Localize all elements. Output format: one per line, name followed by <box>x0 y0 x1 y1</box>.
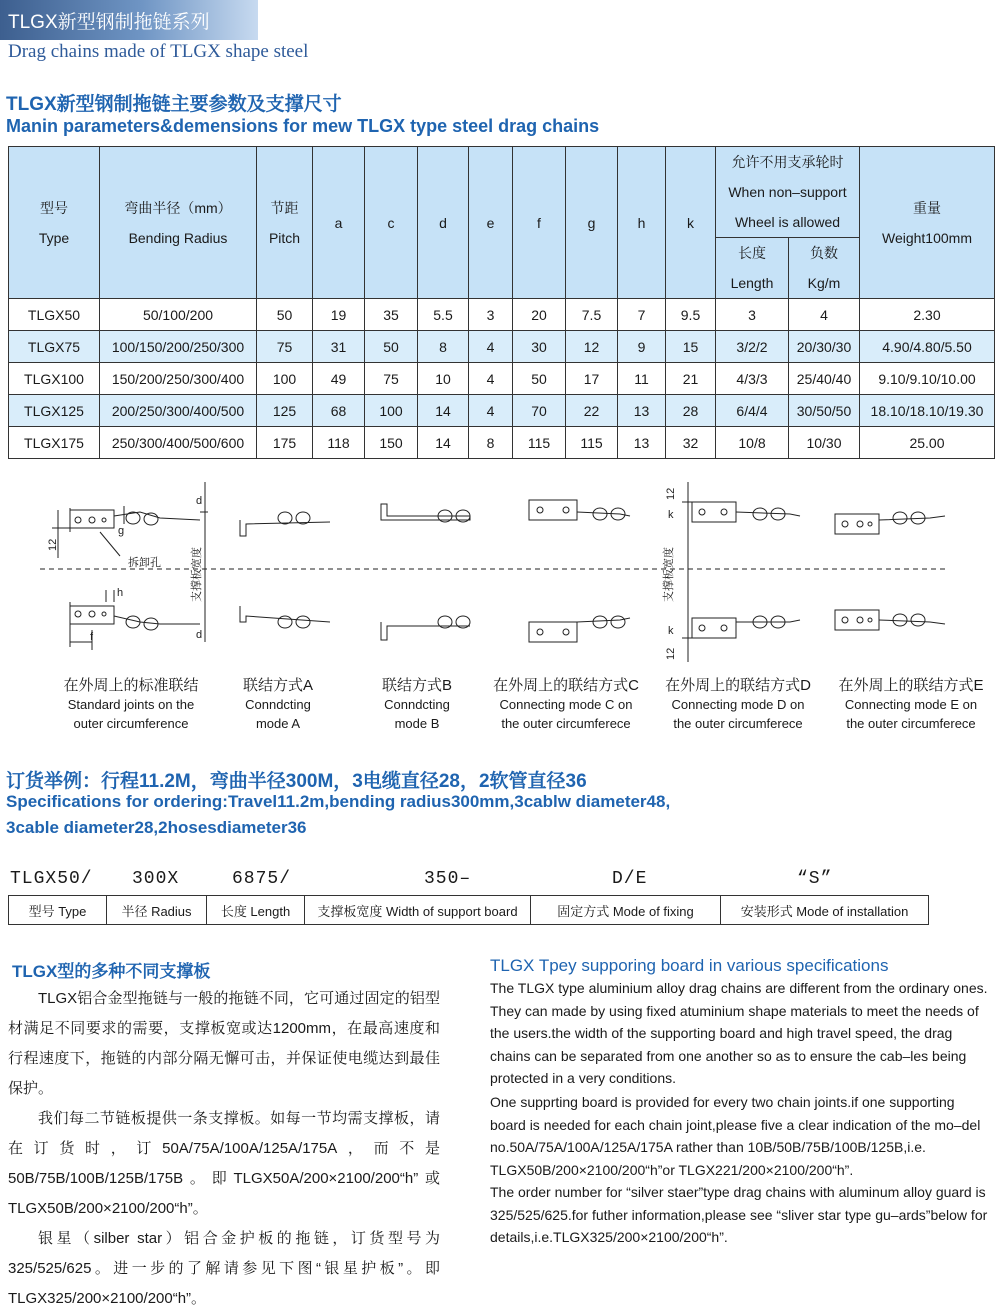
table-cell: 70 <box>513 395 566 427</box>
fig-mode-e <box>835 512 945 630</box>
header-c: c <box>365 147 418 299</box>
table-cell: TLGX100 <box>9 363 100 395</box>
dim-g: g <box>118 525 125 537</box>
ordering-title-en-line1: Specifications for ordering:Travel11.2m,bending radius300mm,3cablw diameter48, <box>6 792 671 811</box>
order-code-radius: 300X <box>132 869 180 889</box>
order-code-length: 6875/ <box>232 869 292 889</box>
table-cell: 19 <box>313 299 365 331</box>
order-field-installation: 安装形式 Mode of installation <box>721 896 929 925</box>
header-pitch: 节距 Pitch <box>257 147 313 299</box>
table-cell: 8 <box>418 331 469 363</box>
table-cell: 20 <box>513 299 566 331</box>
table-cell: 115 <box>566 427 618 459</box>
header-k: k <box>666 147 716 299</box>
table-cell: 35 <box>365 299 418 331</box>
table-cell: 50 <box>257 299 313 331</box>
caption-mode-b: 联结方式B Conndcting mode B <box>381 677 452 731</box>
boards-en-para-2: One supprting board is provided for every two chain joints.if one supporting board is needed for each chain joint,please five a clear indication of the mo–del no.50A/75A/100A/125A/175A rather than 10B/50B/75B/100B/125B,i.e. TLGX50B/200×2100/200“h”or TLGX221/200×2100/200“h”. <box>490 1094 981 1178</box>
header-nonsupport: 允许不用支承轮时 When non–support Wheel is allowed <box>716 147 860 238</box>
table-cell: 21 <box>666 363 716 395</box>
table-cell: 115 <box>513 427 566 459</box>
table-cell: 10/30 <box>789 427 860 459</box>
order-field-width: 支撑板宽度 Width of support board <box>305 896 531 925</box>
dim-12: 12 <box>47 538 59 551</box>
table-cell: 10 <box>418 363 469 395</box>
table-cell: 50/100/200 <box>100 299 257 331</box>
table-cell: TLGX50 <box>9 299 100 331</box>
header-load: 负数 Kg/m <box>789 238 860 299</box>
table-cell: 30 <box>513 331 566 363</box>
table-cell: 9.5 <box>666 299 716 331</box>
table-row <box>9 395 995 427</box>
table-cell: 25.00 <box>860 427 995 459</box>
dim-12-d-top: 12 <box>665 487 677 500</box>
support-width-label: 支撑板宽度 <box>191 547 203 602</box>
fig-standard-top <box>52 502 208 558</box>
table-cell: 3/2/2 <box>716 331 789 363</box>
table-cell: TLGX75 <box>9 331 100 363</box>
header-h: h <box>618 147 666 299</box>
table-cell: 25/40/40 <box>789 363 860 395</box>
table-cell: 50 <box>365 331 418 363</box>
series-subtitle: Drag chains made of TLGX shape steel <box>8 41 309 62</box>
header-a: a <box>313 147 365 299</box>
table-cell: 14 <box>418 427 469 459</box>
boards-zh-para-1: TLGX铝合金型拖链与一般的拖链不同，它可通过固定的铝型材满足不同要求的需要，支撑板宽或达1200mm，在最高速度和行程速度下，拖链的内部分隔无懈可击，并保证使电缆达到最佳保护。 <box>8 990 440 1097</box>
dim-k-top: k <box>668 509 674 521</box>
caption-mode-d: 在外周上的联结方式D Connecting mode D on the outer circumferece <box>665 677 811 731</box>
table-cell: 28 <box>666 395 716 427</box>
boards-en-para-1: The TLGX type aluminium alloy drag chains are different from the ordinary ones. They can made by using fixed atuminium shape materials to meet the needs of the users.the width of the supporting board and high travel speed, the drag chains can be separated from one another so as to ensure the cab–les being protected in a very conditions. <box>490 980 988 1087</box>
table-row <box>9 299 995 331</box>
caption-mode-c: 在外周上的联结方式C Connecting mode C on the outer circumferece <box>493 677 639 731</box>
dim-d-top: d <box>196 495 203 507</box>
table-cell: 118 <box>313 427 365 459</box>
table-cell: 11 <box>618 363 666 395</box>
table-cell: 7 <box>618 299 666 331</box>
ordering-title-en-line2: 3cable diameter28,2hosesdiameter36 <box>6 818 307 837</box>
boards-zh-para-3: 银星（silber star）铝合金护板的拖链，订货型号为325/525/625。进一步的了解请参见下图“银星护板”。即TLGX325/200×2100/200“h”。 <box>8 1230 440 1307</box>
table-cell: 4 <box>469 363 513 395</box>
table-cell: 4 <box>789 299 860 331</box>
table-row <box>9 427 995 459</box>
table-cell: 100/150/200/250/300 <box>100 331 257 363</box>
table-cell: 150 <box>365 427 418 459</box>
table-cell: 20/30/30 <box>789 331 860 363</box>
table-cell: 9 <box>618 331 666 363</box>
boards-title-zh: TLGX型的多种不同支撑板 <box>12 962 211 981</box>
table-row <box>9 363 995 395</box>
fig-mode-d <box>682 482 800 662</box>
table-cell: 3 <box>716 299 789 331</box>
table-cell: 50 <box>513 363 566 395</box>
table-cell: 12 <box>566 331 618 363</box>
table-cell: 4/3/3 <box>716 363 789 395</box>
order-field-length: 长度 Length <box>207 896 305 925</box>
header-g: g <box>566 147 618 299</box>
dim-h: h <box>117 587 124 599</box>
fig-mode-a <box>240 512 330 628</box>
table-row <box>9 331 995 363</box>
fig-mode-c <box>529 500 630 642</box>
order-code-type: TLGX50/ <box>10 869 93 889</box>
header-e: e <box>469 147 513 299</box>
fig-mode-b <box>381 504 470 640</box>
header-type: 型号 Type <box>9 147 100 299</box>
table-cell: TLGX175 <box>9 427 100 459</box>
table-cell: 4 <box>469 331 513 363</box>
section-title-en: Manin parameters&demensions for mew TLGX type steel drag chains <box>6 116 600 136</box>
table-cell: 10/8 <box>716 427 789 459</box>
header-radius: 弯曲半径（mm） Bending Radius <box>100 147 257 299</box>
removal-hole-label: 拆卸孔 <box>128 557 161 569</box>
table-cell: 100 <box>257 363 313 395</box>
table-cell: 150/200/250/300/400 <box>100 363 257 395</box>
series-title: TLGX新型钢制拖链系列 <box>8 12 210 33</box>
table-cell: 14 <box>418 395 469 427</box>
table-cell: 13 <box>618 427 666 459</box>
order-fields-table <box>8 895 929 925</box>
support-width-label-2: 支撑板宽度 <box>663 547 675 602</box>
table-cell: 30/50/50 <box>789 395 860 427</box>
table-cell: 6/4/4 <box>716 395 789 427</box>
caption-standard: 在外周上的标准联结 Standard joints on the outer circumference <box>63 677 199 731</box>
header-d: d <box>418 147 469 299</box>
boards-en-para-3: The order number for “silver staer”type drag chains with aluminum alloy guard is 325/525/625.for futher information,please see “sliver star type gu–ards”below for details,i.e.TLGX325/200×2100/200“h”. <box>490 1184 988 1246</box>
table-cell: 13 <box>618 395 666 427</box>
table-cell: 250/300/400/500/600 <box>100 427 257 459</box>
table-cell: 100 <box>365 395 418 427</box>
table-cell: 125 <box>257 395 313 427</box>
dim-k-bottom: k <box>668 625 674 637</box>
boards-zh-para-2: 我们每二节链板提供一条支撑板。如每一节均需支撑板，请在订货时，订50A/75A/100A/125A/175A，而不是50B/75B/100B/125B/175B。即TLGX50A/200×2100/200“h”或TLGX50B/200×2100/200“h”。 <box>8 1110 440 1217</box>
parameters-table <box>8 146 995 459</box>
table-cell: 32 <box>666 427 716 459</box>
table-cell: 200/250/300/400/500 <box>100 395 257 427</box>
table-cell: 8 <box>469 427 513 459</box>
dim-f: f <box>90 631 94 643</box>
ordering-title-zh: 订货举例：行程11.2M，弯曲半径300M，3电缆直径28，2软管直径36 <box>6 771 587 792</box>
table-cell: 18.10/18.10/19.30 <box>860 395 995 427</box>
table-cell: 15 <box>666 331 716 363</box>
boards-title-en: TLGX Tpey supporing board in various specifications <box>490 956 889 975</box>
dim-12-d-bottom: 12 <box>665 647 677 660</box>
table-cell: 9.10/9.10/10.00 <box>860 363 995 395</box>
table-cell: 68 <box>313 395 365 427</box>
table-cell: 75 <box>365 363 418 395</box>
table-cell: 7.5 <box>566 299 618 331</box>
header-f: f <box>513 147 566 299</box>
order-code-installation: “S” <box>797 869 833 889</box>
section-title-zh: TLGX新型钢制拖链主要参数及支撑尺寸 <box>6 94 342 115</box>
table-cell: 22 <box>566 395 618 427</box>
table-cell: TLGX125 <box>9 395 100 427</box>
table-cell: 75 <box>257 331 313 363</box>
table-cell: 31 <box>313 331 365 363</box>
table-cell: 17 <box>566 363 618 395</box>
table-cell: 2.30 <box>860 299 995 331</box>
order-field-type: 型号 Type <box>9 896 107 925</box>
caption-mode-e: 在外周上的联结方式E Connecting mode E on the outer circumferece <box>838 677 984 731</box>
table-cell: 49 <box>313 363 365 395</box>
table-cell: 3 <box>469 299 513 331</box>
order-code-fixing: D/E <box>612 869 648 889</box>
table-cell: 4 <box>469 395 513 427</box>
header-weight: 重量 Weight100mm <box>860 147 995 299</box>
table-cell: 5.5 <box>418 299 469 331</box>
dim-d-bottom: d <box>196 629 203 641</box>
order-field-fixing: 固定方式 Mode of fixing <box>531 896 721 925</box>
table-cell: 175 <box>257 427 313 459</box>
header-length: 长度 Length <box>716 238 789 299</box>
order-field-radius: 半径 Radius <box>107 896 207 925</box>
table-cell: 4.90/4.80/5.50 <box>860 331 995 363</box>
caption-mode-a: 联结方式A Conndcting mode A <box>242 677 313 731</box>
order-code-width: 350– <box>424 869 472 889</box>
